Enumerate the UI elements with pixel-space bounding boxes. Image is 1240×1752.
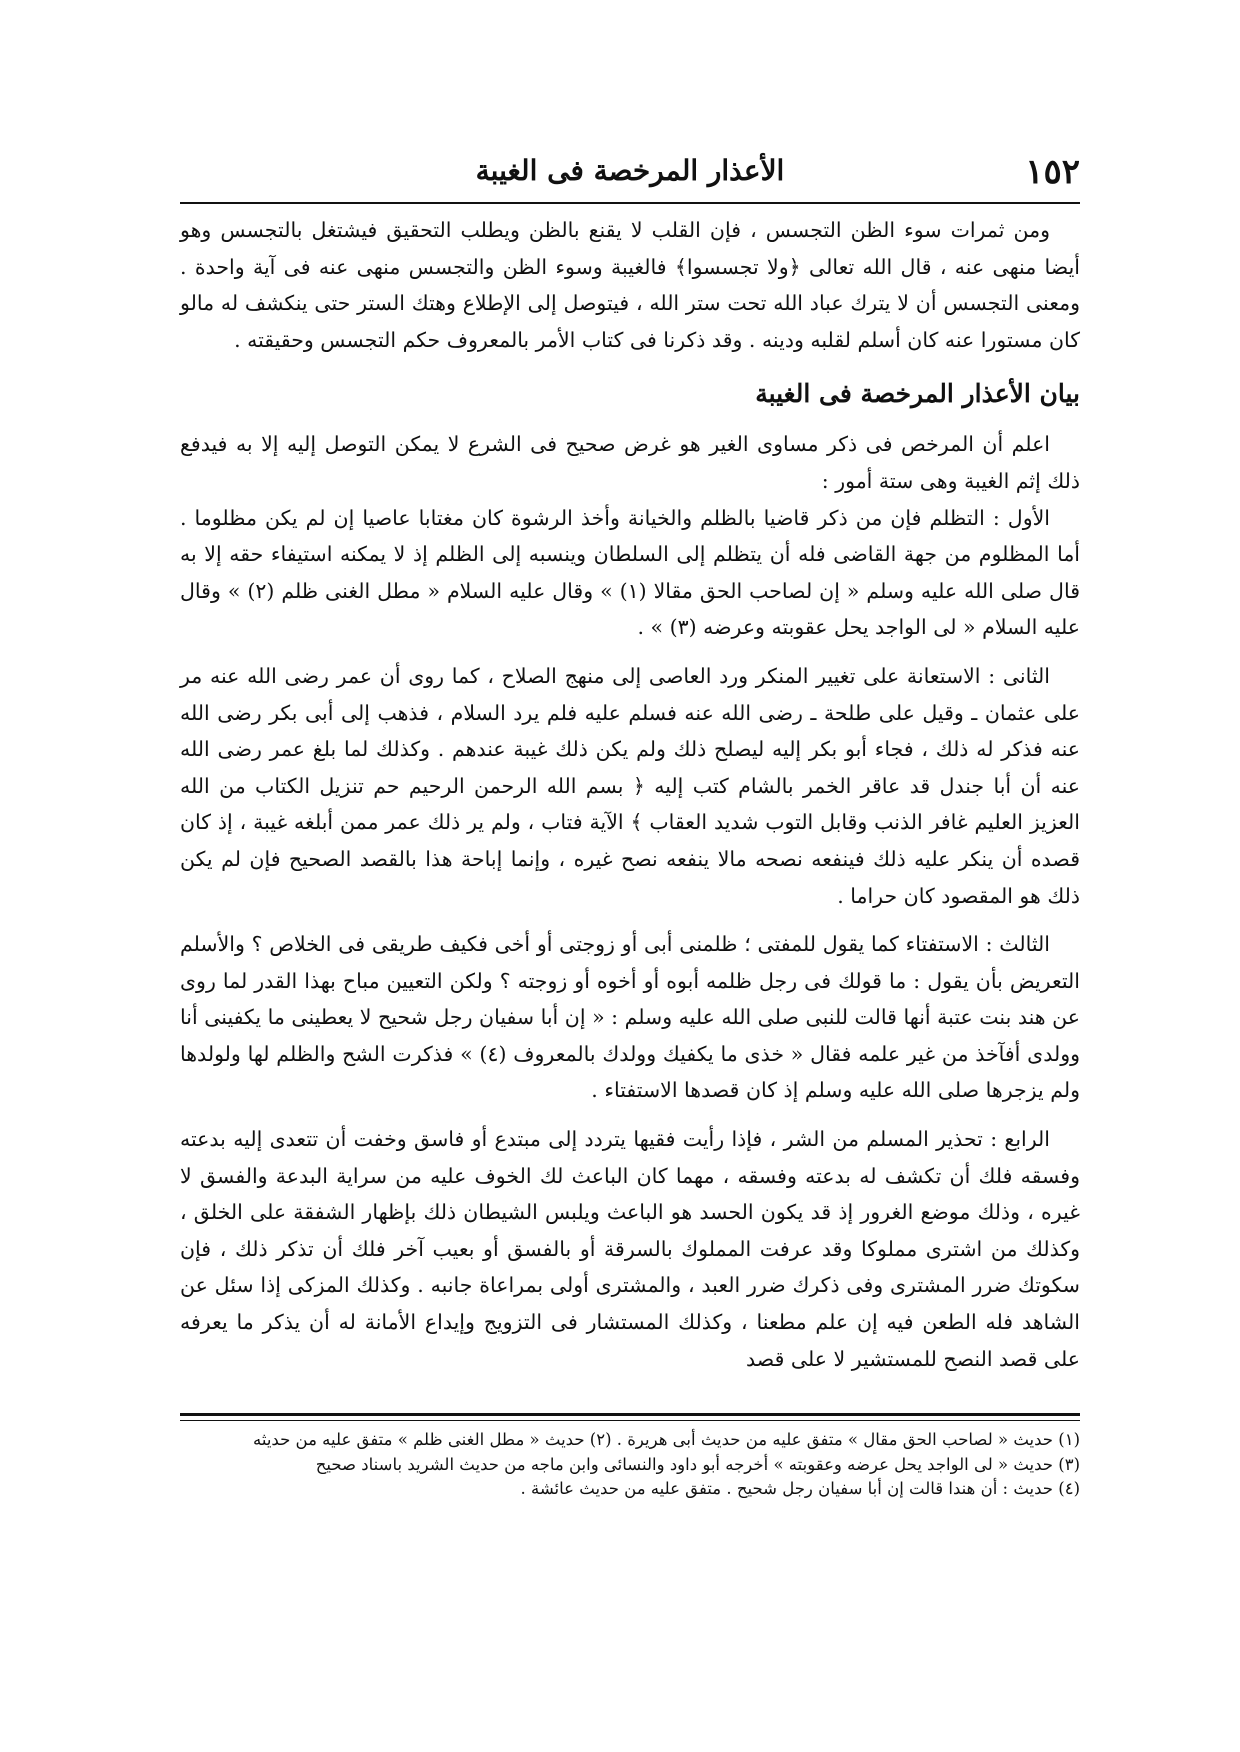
footnotes [200,1428,1080,1502]
footnote-rule-thin [180,1420,1080,1421]
footnote-line: (٤) حديث : أن هندا قالت إن أبا سفيان رجل شحيح . متفق عليه من حديث عائشة . [520,1479,1080,1498]
footnote-rule-thick [180,1413,1080,1416]
page-header [180,150,1080,206]
footnote-line: (٣) حديث « لى الواجد يحل عرضه وعقوبته » أخرجه أبو داود والنسائى وابن ماجه من حديث الشريد باسناد صحيح [315,1454,1080,1474]
running-title: الأعذار المرخصة فى الغيبة [475,154,785,187]
main-text [180,212,1080,1377]
section-intro-paragraph: اعلم أن المرخص فى ذكر مساوى الغير هو غرض صحيح فى الشرع لا يمكن التوصل إليه إلا به فيدفع ذلك إثم الغيبة وهى ستة أمور : [180,432,1080,493]
paragraph-second-excuse: الثانى : الاستعانة على تغيير المنكر ورد العاصى إلى منهج الصلاح ، كما روى أن عمر رضى الله عنه مر على عثمان ـ وقيل على طلحة ـ رضى الله عنه فسلم عليه فلم يرد السلام ، فذهب إلى أبى بكر رضى الله عنه فذكر له ذلك ، فجاء أبو بكر إليه ليصلح ذلك ولم يكن ذلك غيبة عندهم . وكذلك لما بلغ عمر رضى الله عنه أن أبا جندل قد عاقر الخمر بالشام كتب إليه ﴿ بسم الله الرحمن الرحيم حم تنزيل الكتاب من الله العزيز العليم غافر الذنب وقابل التوب شديد العقاب ﴾ الآية فتاب ، ولم ير ذلك عمر ممن أبلغه غيبة ، إذ كان قصده أن ينكر عليه ذلك فينفعه نصحه مالا ينفعه نصح غيره ، وإنما إباحة هذا بالقصد الصحيح فإن لم يكن ذلك هو المقصود كان حراما . [180,663,1080,908]
page-number: ١٥٢ [1025,152,1080,192]
paragraph-fourth-excuse: الرابع : تحذير المسلم من الشر ، فإذا رأيت فقيها يتردد إلى مبتدع أو فاسق وخفت أن تتعدى إليه بدعته وفسقه فلك أن تكشف له بدعته وفسقه ، مهما كان الباعث لك الخوف عليه من سراية البدعة والفسق لا غيره ، وذلك موضع الغرور إذ قد يكون الحسد هو الباعث ويلبس الشيطان ذلك بإظهار الشفقة على الخلق ، وكذلك من اشترى مملوكا وقد عرفت المملوك بالسرقة أو بالفسق أو بعيب آخر فلك أن تذكر ذلك ، فإن سكوتك ضرر المشترى وفى ذكرك ضرر العبد ، والمشترى أولى بمراعاة جانبه . وكذلك المزكى إذا سئل عن الشاهد فله الطعن فيه إن علم مطعنا ، وكذلك المستشار فى التزويج وإيداع الأمانة له أن يذكر ما يعرفه على قصد النصح للمستشير لا على قصد [180,1127,1080,1371]
header-rule [180,202,1080,204]
intro-paragraph: ومن ثمرات سوء الظن التجسس ، فإن القلب لا يقنع بالظن ويطلب التحقيق فيشتغل بالتجسس وهو أيضا منهى عنه ، قال الله تعالى ﴿ولا تجسسوا﴾ فالغيبة وسوء الظن والتجسس منهى عنه فى آية واحدة . ومعنى التجسس أن لا يترك عباد الله تحت ستر الله ، فيتوصل إلى الإطلاع وهتك الستر حتى ينكشف له مالو كان مستورا عنه كان أسلم لقلبه ودينه . وقد ذكرنا فى كتاب الأمر بالمعروف حكم التجسس وحقيقته . [180,218,1080,352]
paragraph-first-excuse: الأول : التظلم فإن من ذكر قاضيا بالظلم والخيانة وأخذ الرشوة كان مغتابا عاصيا إن لم يكن مظلوما . أما المظلوم من جهة القاضى فله أن يتظلم إلى السلطان وينسبه إلى الظلم إذ لا يمكنه استيفاء حقه إلا به قال صلى الله عليه وسلم « إن لصاحب الحق مقالا (١) » وقال عليه السلام « مطل الغنى ظلم (٢) » وقال عليه السلام « لى الواجد يحل عقوبته وعرضه (٣) » . [180,505,1080,640]
footnote-line: (١) حديث « لصاحب الحق مقال » متفق عليه من حديث أبى هريرة . (٢) حديث « مطل الغنى ظلم » متفق عليه من حديثه [253,1430,1080,1449]
section-heading: بيان الأعذار المرخصة فى الغيبة [755,379,1080,409]
paragraph-third-excuse: الثالث : الاستفتاء كما يقول للمفتى ؛ ظلمنى أبى أو زوجتى أو أخى فكيف طريقى فى الخلاص ؟ والأسلم التعريض بأن يقول : ما قولك فى رجل ظلمه أبوه أو أخوه أو زوجته ؟ ولكن التعيين مباح بهذا القدر لما روى عن هند بنت عتبة أنها قالت للنبى صلى الله عليه وسلم : « إن أبا سفيان رجل شحيح لا يعطينى ما يكفينى أنا وولدى أفآخذ من غير علمه فقال « خذى ما يكفيك وولدك بالمعروف (٤) » فذكرت الشح والظلم لها ولولدها ولم يزجرها صلى الله عليه وسلم إذ كان قصدها الاستفتاء . [180,932,1081,1103]
